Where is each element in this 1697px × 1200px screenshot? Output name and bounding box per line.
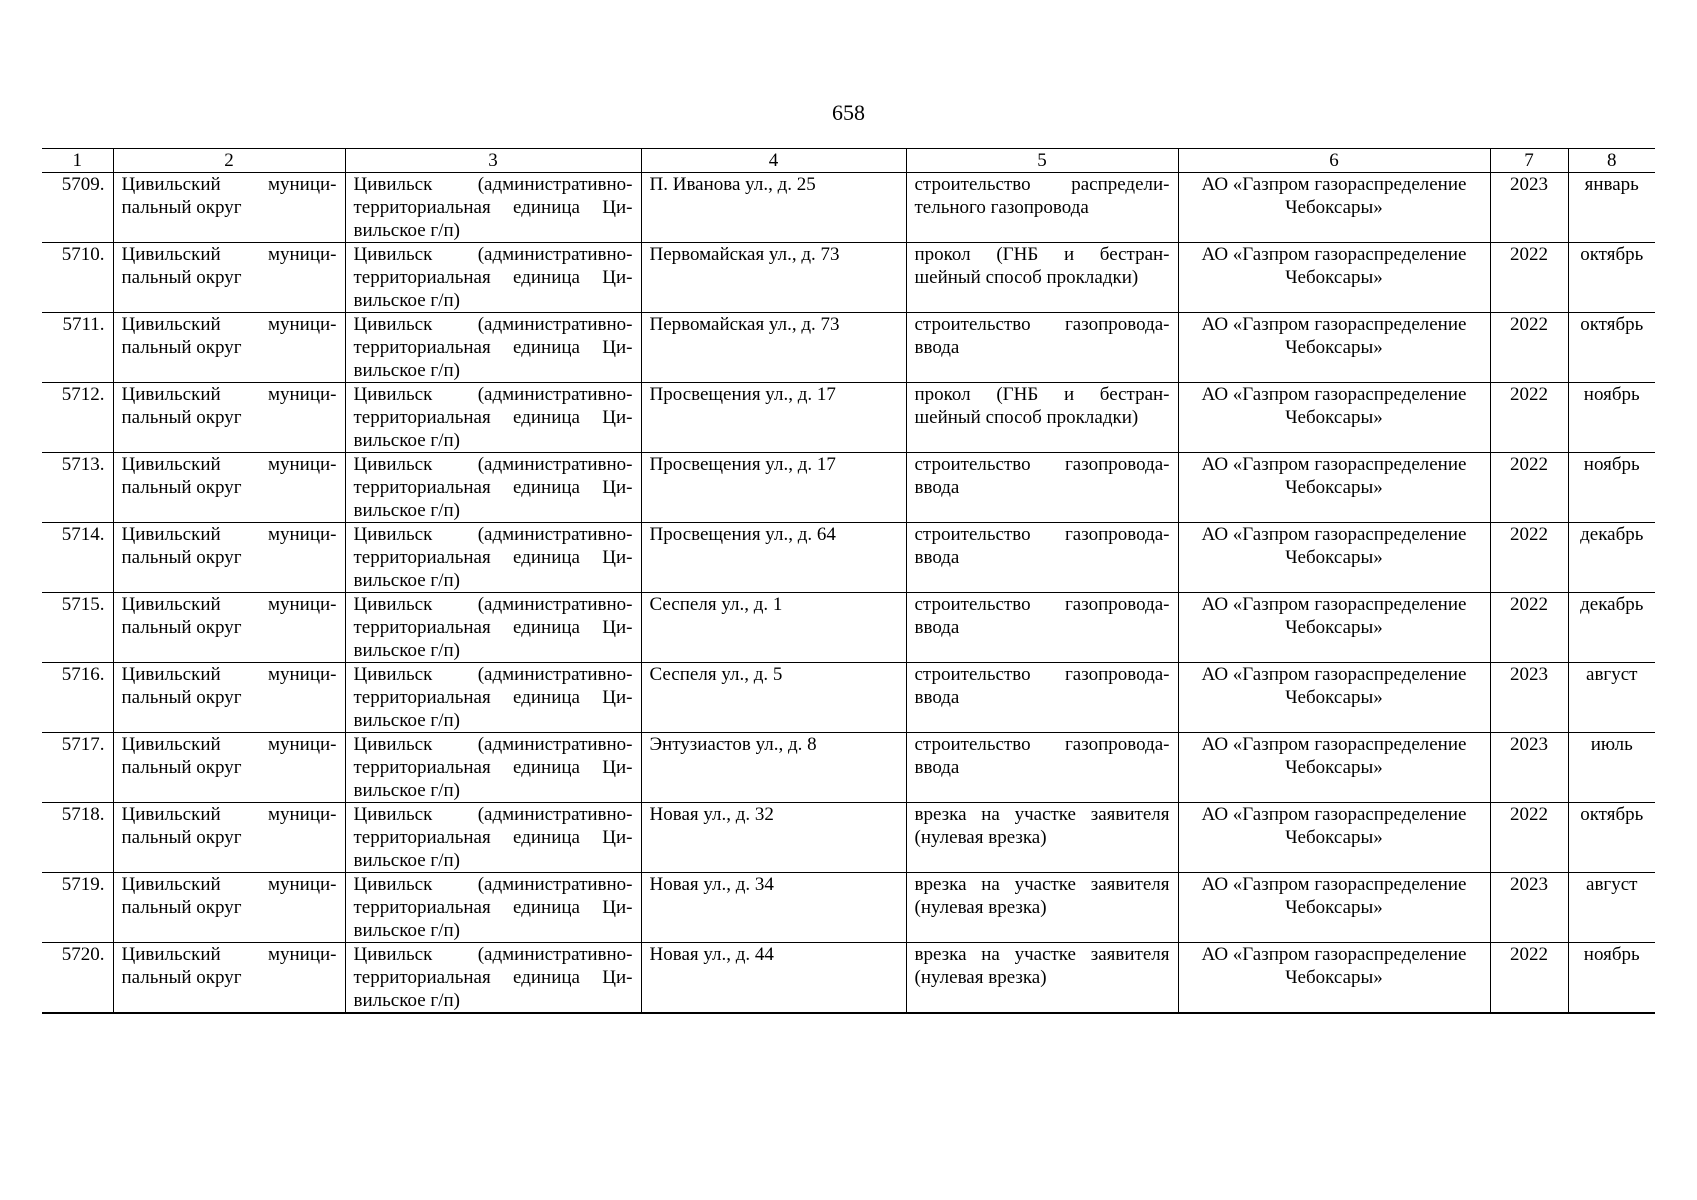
address-cell: Просвещения ул., д. 17 (641, 453, 906, 523)
organization-cell: АО «Газпром газораспределение Чебоксары» (1178, 733, 1490, 803)
table-body (42, 173, 1655, 1014)
data-table (42, 148, 1655, 1014)
year-cell: 2022 (1490, 593, 1568, 663)
organization-cell: АО «Газпром газораспределение Чебоксары» (1178, 873, 1490, 943)
work-type-cell: строительство газопровода-ввода (906, 453, 1178, 523)
organization-cell: АО «Газпром газораспределение Чебоксары» (1178, 523, 1490, 593)
month-cell: октябрь (1568, 313, 1655, 383)
month-cell: ноябрь (1568, 383, 1655, 453)
table-row (42, 523, 1655, 593)
table-row (42, 803, 1655, 873)
year-cell: 2023 (1490, 173, 1568, 243)
month-cell: август (1568, 873, 1655, 943)
settlement-cell: Цивильск (административно-территориальная единица Ци-вильское г/п) (345, 663, 641, 733)
column-header: 5 (906, 149, 1178, 173)
table-row (42, 313, 1655, 383)
work-type-cell: строительство газопровода-ввода (906, 733, 1178, 803)
column-number-row (42, 149, 1655, 173)
page-number: 658 (832, 100, 865, 125)
work-type-cell: строительство газопровода-ввода (906, 523, 1178, 593)
row-number: 5717. (42, 733, 113, 803)
work-type-cell: строительство распредели-тельного газопровода (906, 173, 1178, 243)
district-cell: Цивильский муници-пальный округ (113, 243, 345, 313)
month-cell: июль (1568, 733, 1655, 803)
settlement-cell: Цивильск (административно-территориальная единица Ци-вильское г/п) (345, 943, 641, 1014)
year-cell: 2023 (1490, 873, 1568, 943)
row-number: 5714. (42, 523, 113, 593)
column-header: 1 (42, 149, 113, 173)
year-cell: 2022 (1490, 453, 1568, 523)
settlement-cell: Цивильск (административно-территориальная единица Ци-вильское г/п) (345, 383, 641, 453)
work-type-cell: прокол (ГНБ и бестран-шейный способ прокладки) (906, 243, 1178, 313)
table-row (42, 243, 1655, 313)
row-number: 5712. (42, 383, 113, 453)
row-number: 5710. (42, 243, 113, 313)
address-cell: Новая ул., д. 34 (641, 873, 906, 943)
district-cell: Цивильский муници-пальный округ (113, 453, 345, 523)
month-cell: январь (1568, 173, 1655, 243)
row-number: 5716. (42, 663, 113, 733)
month-cell: декабрь (1568, 593, 1655, 663)
table-row (42, 453, 1655, 523)
month-cell: октябрь (1568, 803, 1655, 873)
month-cell: октябрь (1568, 243, 1655, 313)
organization-cell: АО «Газпром газораспределение Чебоксары» (1178, 943, 1490, 1014)
settlement-cell: Цивильск (административно-территориальная единица Ци-вильское г/п) (345, 593, 641, 663)
settlement-cell: Цивильск (административно-территориальная единица Ци-вильское г/п) (345, 313, 641, 383)
district-cell: Цивильский муници-пальный округ (113, 733, 345, 803)
address-cell: Просвещения ул., д. 17 (641, 383, 906, 453)
address-cell: Первомайская ул., д. 73 (641, 313, 906, 383)
settlement-cell: Цивильск (административно-территориальная единица Ци-вильское г/п) (345, 453, 641, 523)
district-cell: Цивильский муници-пальный округ (113, 663, 345, 733)
year-cell: 2023 (1490, 733, 1568, 803)
column-header: 8 (1568, 149, 1655, 173)
column-header: 3 (345, 149, 641, 173)
month-cell: ноябрь (1568, 453, 1655, 523)
district-cell: Цивильский муници-пальный округ (113, 173, 345, 243)
organization-cell: АО «Газпром газораспределение Чебоксары» (1178, 383, 1490, 453)
row-number: 5709. (42, 173, 113, 243)
work-type-cell: врезка на участке заявителя (нулевая врезка) (906, 803, 1178, 873)
year-cell: 2022 (1490, 313, 1568, 383)
table-row (42, 663, 1655, 733)
address-cell: Новая ул., д. 32 (641, 803, 906, 873)
district-cell: Цивильский муници-пальный округ (113, 943, 345, 1014)
district-cell: Цивильский муници-пальный округ (113, 873, 345, 943)
year-cell: 2022 (1490, 943, 1568, 1014)
settlement-cell: Цивильск (административно-территориальная единица Ци-вильское г/п) (345, 523, 641, 593)
work-type-cell: строительство газопровода-ввода (906, 313, 1178, 383)
row-number: 5711. (42, 313, 113, 383)
address-cell: П. Иванова ул., д. 25 (641, 173, 906, 243)
organization-cell: АО «Газпром газораспределение Чебоксары» (1178, 803, 1490, 873)
settlement-cell: Цивильск (административно-территориальная единица Ци-вильское г/п) (345, 873, 641, 943)
month-cell: август (1568, 663, 1655, 733)
organization-cell: АО «Газпром газораспределение Чебоксары» (1178, 313, 1490, 383)
settlement-cell: Цивильск (административно-территориальная единица Ци-вильское г/п) (345, 803, 641, 873)
column-header: 4 (641, 149, 906, 173)
column-header: 2 (113, 149, 345, 173)
work-type-cell: строительство газопровода-ввода (906, 593, 1178, 663)
address-cell: Первомайская ул., д. 73 (641, 243, 906, 313)
address-cell: Энтузиастов ул., д. 8 (641, 733, 906, 803)
column-header: 6 (1178, 149, 1490, 173)
settlement-cell: Цивильск (административно-территориальная единица Ци-вильское г/п) (345, 173, 641, 243)
table-row (42, 873, 1655, 943)
row-number: 5718. (42, 803, 113, 873)
table-row (42, 943, 1655, 1014)
work-type-cell: прокол (ГНБ и бестран-шейный способ прокладки) (906, 383, 1178, 453)
year-cell: 2022 (1490, 243, 1568, 313)
settlement-cell: Цивильск (административно-территориальная единица Ци-вильское г/п) (345, 733, 641, 803)
table-row (42, 733, 1655, 803)
month-cell: ноябрь (1568, 943, 1655, 1014)
year-cell: 2022 (1490, 523, 1568, 593)
table-row (42, 173, 1655, 243)
year-cell: 2022 (1490, 803, 1568, 873)
work-type-cell: строительство газопровода-ввода (906, 663, 1178, 733)
address-cell: Сеспеля ул., д. 1 (641, 593, 906, 663)
organization-cell: АО «Газпром газораспределение Чебоксары» (1178, 243, 1490, 313)
address-cell: Сеспеля ул., д. 5 (641, 663, 906, 733)
organization-cell: АО «Газпром газораспределение Чебоксары» (1178, 663, 1490, 733)
organization-cell: АО «Газпром газораспределение Чебоксары» (1178, 593, 1490, 663)
district-cell: Цивильский муници-пальный округ (113, 383, 345, 453)
table-row (42, 593, 1655, 663)
row-number: 5719. (42, 873, 113, 943)
column-header: 7 (1490, 149, 1568, 173)
year-cell: 2023 (1490, 663, 1568, 733)
organization-cell: АО «Газпром газораспределение Чебоксары» (1178, 173, 1490, 243)
organization-cell: АО «Газпром газораспределение Чебоксары» (1178, 453, 1490, 523)
row-number: 5715. (42, 593, 113, 663)
work-type-cell: врезка на участке заявителя (нулевая врезка) (906, 873, 1178, 943)
district-cell: Цивильский муници-пальный округ (113, 803, 345, 873)
row-number: 5720. (42, 943, 113, 1014)
work-type-cell: врезка на участке заявителя (нулевая врезка) (906, 943, 1178, 1014)
district-cell: Цивильский муници-пальный округ (113, 523, 345, 593)
row-number: 5713. (42, 453, 113, 523)
settlement-cell: Цивильск (административно-территориальная единица Ци-вильское г/п) (345, 243, 641, 313)
table-row (42, 383, 1655, 453)
address-cell: Новая ул., д. 44 (641, 943, 906, 1014)
district-cell: Цивильский муници-пальный округ (113, 313, 345, 383)
district-cell: Цивильский муници-пальный округ (113, 593, 345, 663)
address-cell: Просвещения ул., д. 64 (641, 523, 906, 593)
year-cell: 2022 (1490, 383, 1568, 453)
month-cell: декабрь (1568, 523, 1655, 593)
